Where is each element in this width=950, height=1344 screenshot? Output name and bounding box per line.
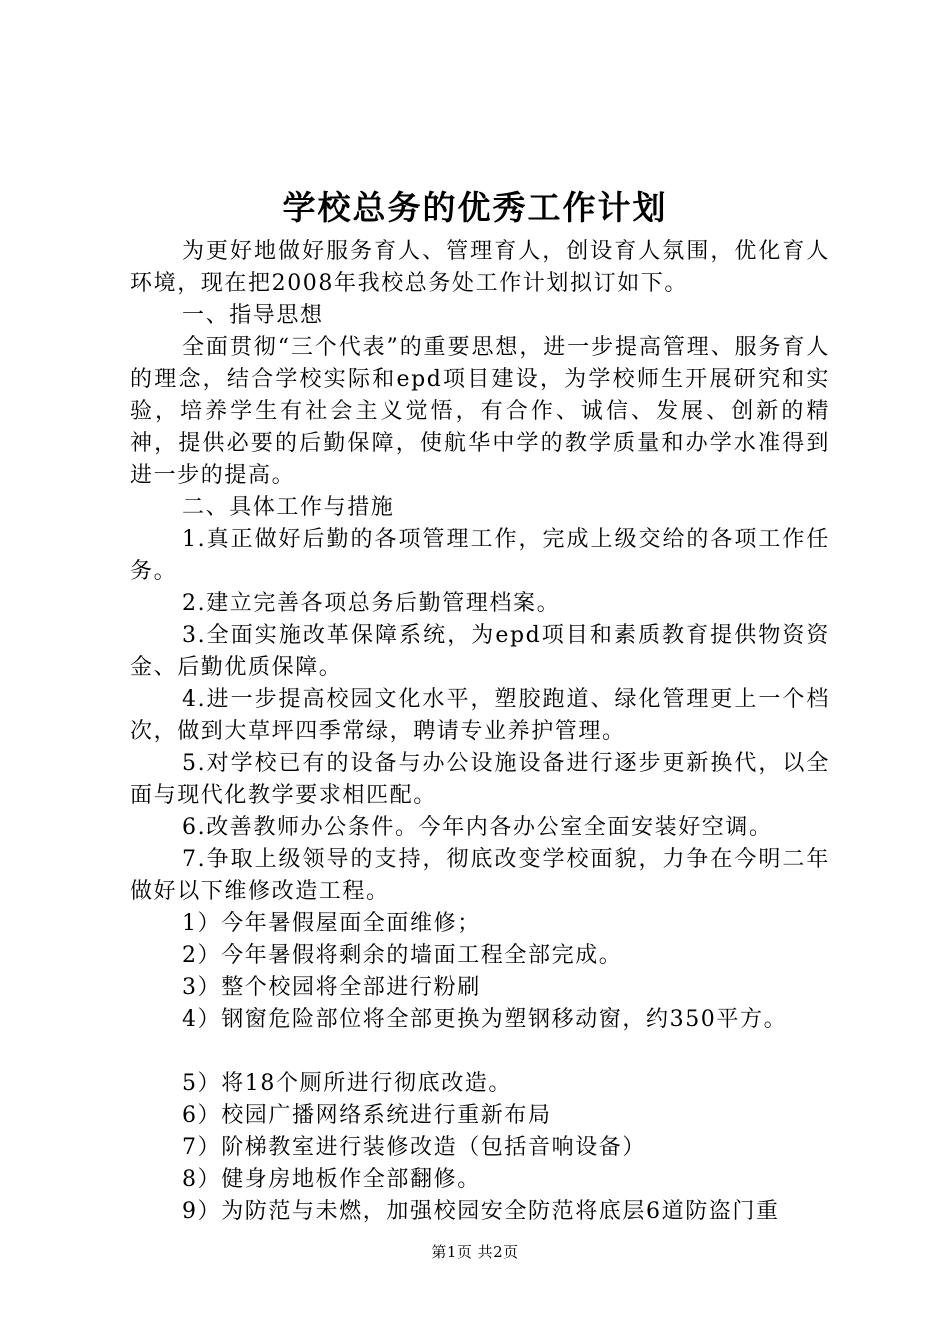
measure-item-6: 6.改善教师办公条件。今年内各办公室全面安装好空调。 bbox=[182, 815, 773, 840]
blank-line bbox=[130, 1036, 830, 1068]
section-heading-measures: 二、具体工作与措施 bbox=[182, 495, 395, 520]
repair-item-4: 4）钢窗危险部位将全部更换为塑钢移动窗，约350平方。 bbox=[182, 1007, 788, 1032]
repair-item-7: 7）阶梯教室进行装修改造（包括音响设备） bbox=[182, 1135, 646, 1160]
measure-item-5: 5.对学校已有的设备与办公设施设备进行逐步更新换代，以全面与现代化教学要求相匹配。 bbox=[130, 751, 830, 808]
measure-item-7: 7.争取上级领导的支持，彻底改变学校面貌，力争在今明二年做好以下维修改造工程。 bbox=[130, 847, 830, 904]
repair-item-3: 3）整个校园将全部进行粉刷 bbox=[182, 975, 481, 1000]
repair-item-6: 6）校园广播网络系统进行重新布局 bbox=[182, 1103, 552, 1128]
section-heading-guiding-thought: 一、指导思想 bbox=[182, 303, 324, 328]
page-footer: 第1页 共2页 bbox=[431, 1243, 519, 1261]
measure-item-2: 2.建立完善各项总务后勤管理档案。 bbox=[182, 591, 561, 616]
repair-item-9: 9）为防范与未燃，加强校园安全防范将底层6道防盗门重 bbox=[182, 1199, 780, 1224]
document-title: 学校总务的优秀工作计划 bbox=[282, 188, 668, 227]
repair-item-8: 8）健身房地板作全部翻修。 bbox=[182, 1167, 481, 1192]
repair-item-5: 5）将18个厕所进行彻底改造。 bbox=[182, 1071, 512, 1096]
document-body bbox=[130, 236, 830, 1228]
repair-item-1: 1）今年暑假屋面全面维修； bbox=[182, 911, 481, 936]
repair-item-2: 2）今年暑假将剩余的墙面工程全部完成。 bbox=[182, 943, 623, 968]
measure-item-3: 3.全面实施改革保障系统，为epd项目和素质教育提供物资资金、后勤优质保障。 bbox=[130, 623, 830, 680]
guiding-thought-paragraph: 全面贯彻“三个代表”的重要思想，进一步提高管理、服务育人的理念，结合学校实际和epd项目建设，为学校师生开展研究和实验，培养学生有社会主义觉悟，有合作、诚信、发展、创新的精神，提供必要的后勤保障，使航华中学的教学质量和办学水准得到进一步的提高。 bbox=[130, 335, 830, 488]
measure-item-4: 4.进一步提高校园文化水平，塑胶跑道、绿化管理更上一个档次，做到大草坪四季常绿，聘请专业养护管理。 bbox=[130, 687, 830, 744]
intro-paragraph: 为更好地做好服务育人、管理育人，创设育人氛围，优化育人环境，现在把2008年我校总务处工作计划拟订如下。 bbox=[130, 239, 830, 296]
measure-item-1: 1.真正做好后勤的各项管理工作，完成上级交给的各项工作任务。 bbox=[130, 527, 830, 584]
